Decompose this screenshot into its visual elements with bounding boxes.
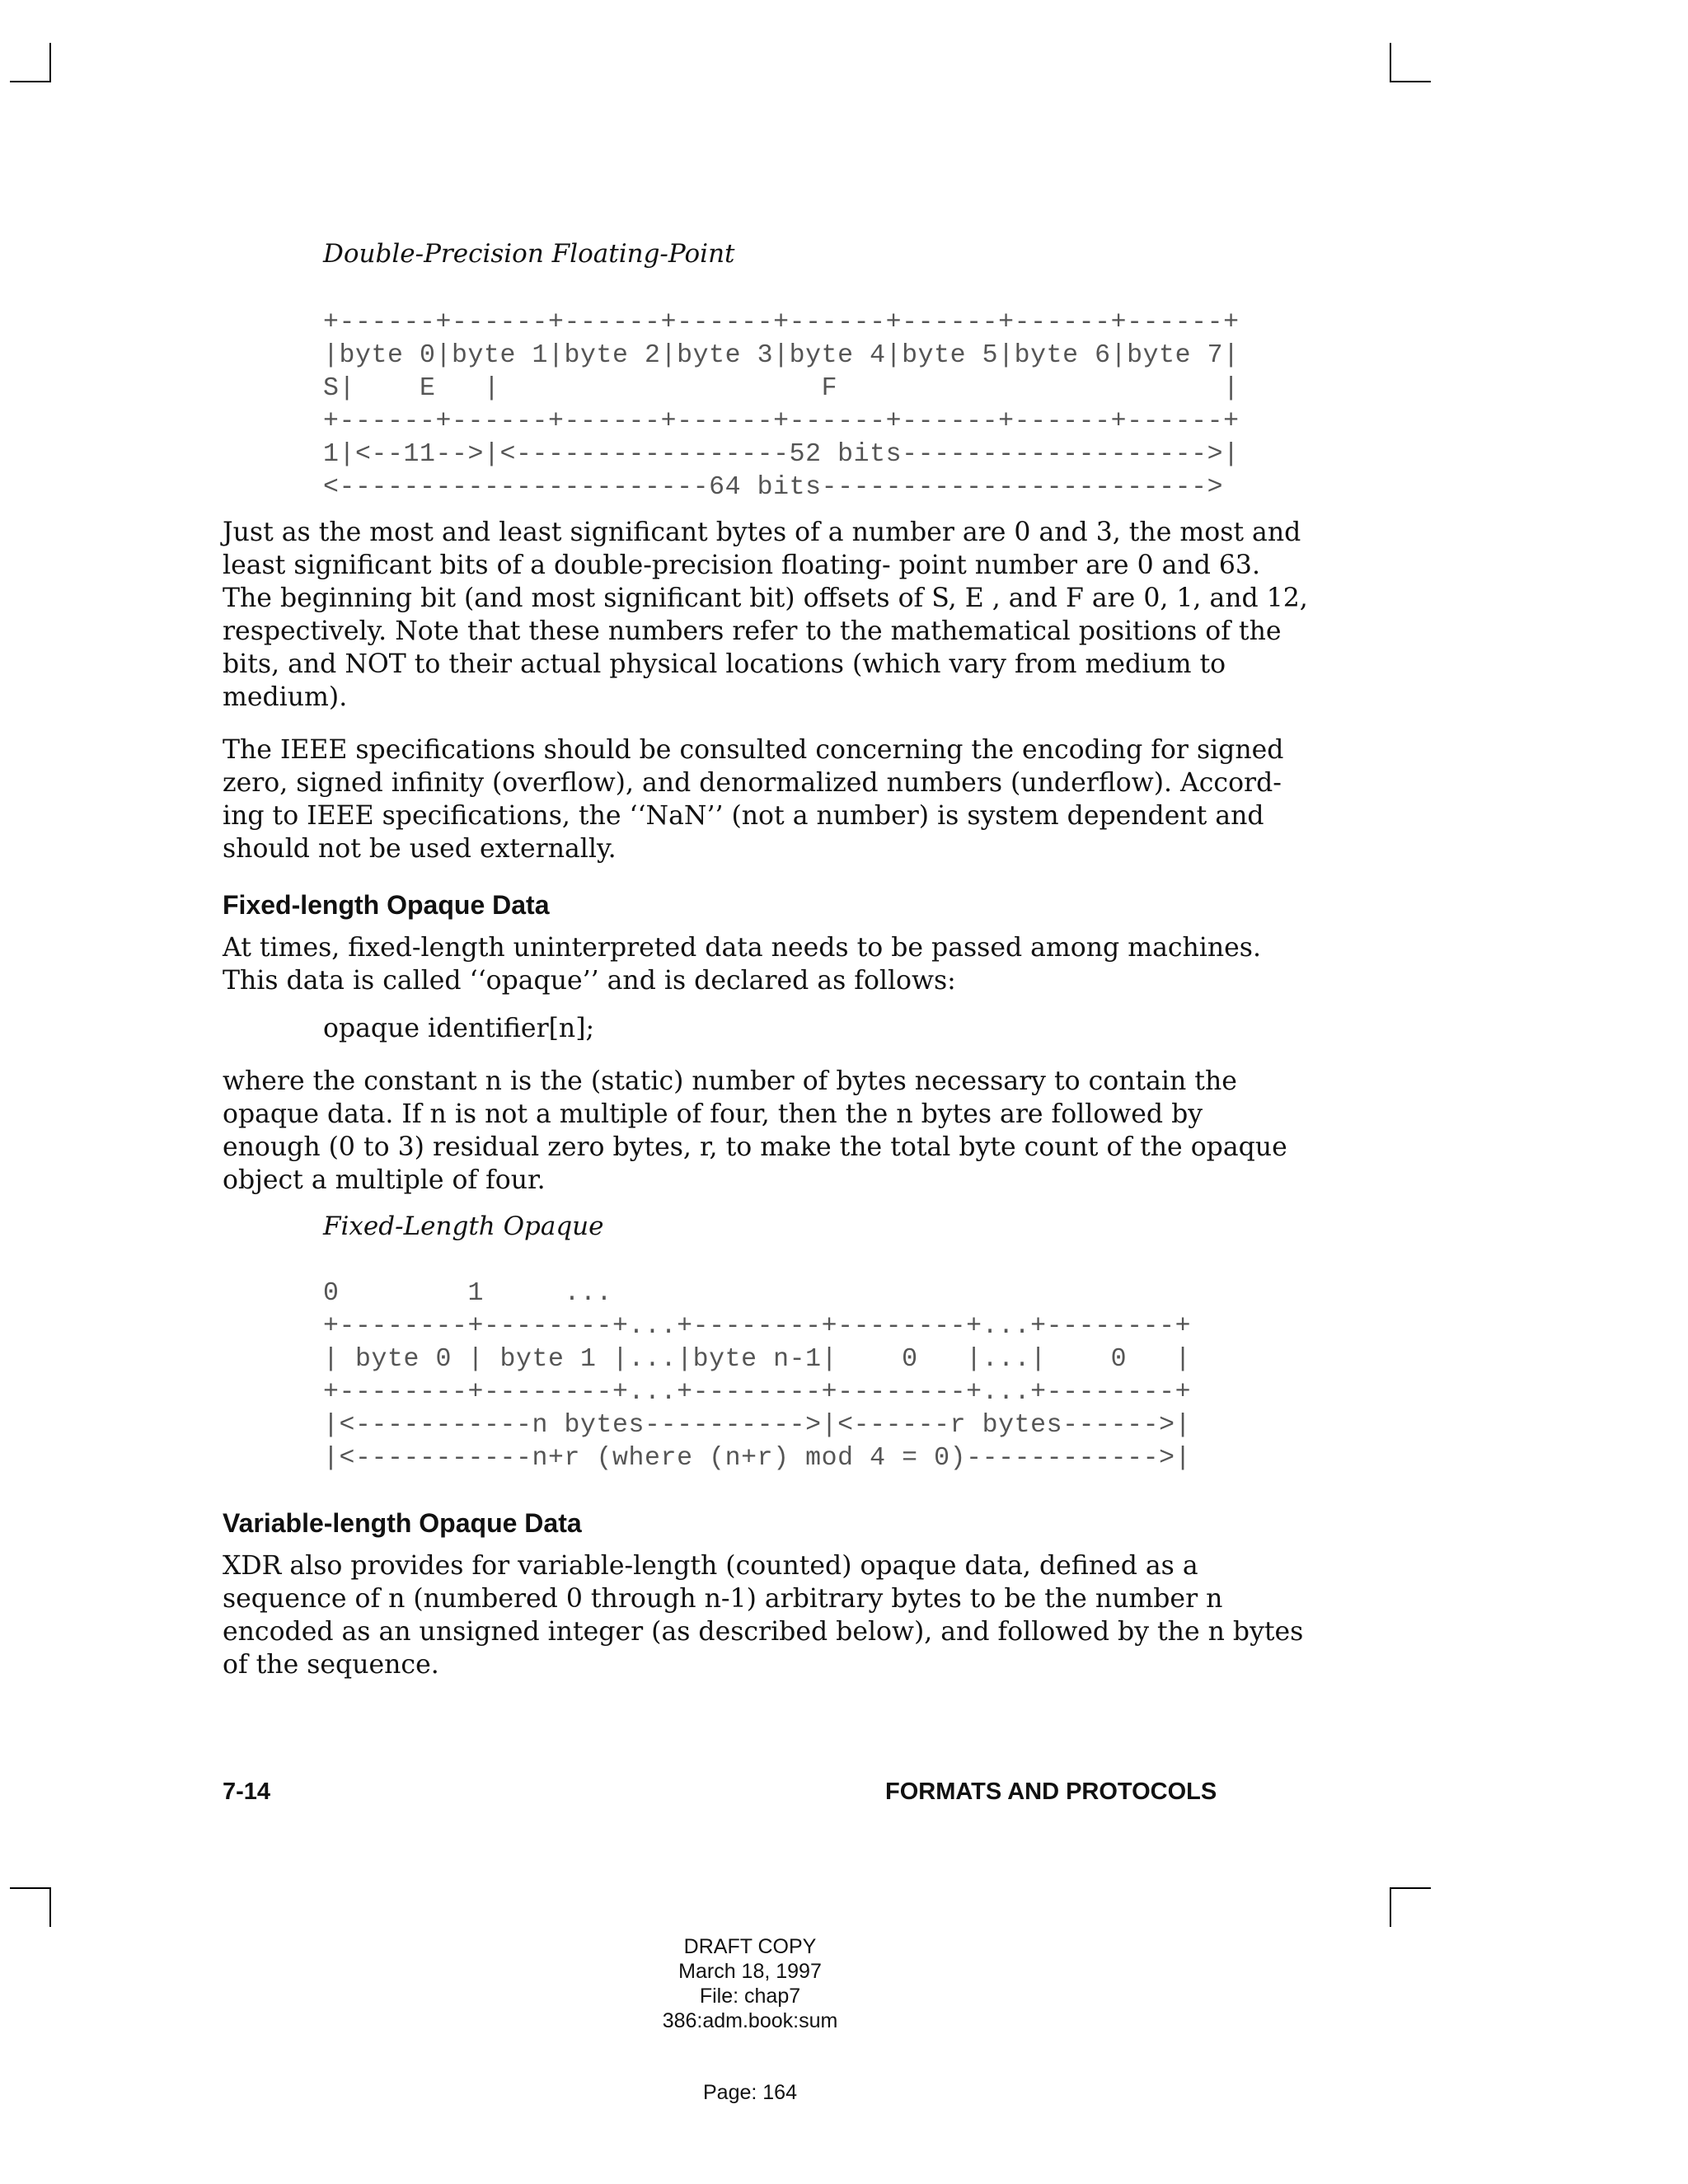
diagram-line: 0 1 ... bbox=[323, 1279, 613, 1308]
fixed-opaque-explanation bbox=[223, 1065, 1287, 1197]
paragraph-line: least significant bits of a double-precision floating- point number are 0 and 63. bbox=[223, 551, 1260, 580]
double-precision-diagram bbox=[323, 307, 1240, 504]
crop-mark-top-right-horizontal bbox=[1390, 81, 1431, 82]
paragraph-line: enough (0 to 3) residual zero bytes, r, to make the total byte count of the opaque bbox=[223, 1132, 1287, 1162]
draft-line: 386:adm.book:sum bbox=[662, 2009, 838, 2032]
diagram-line: |<-----------n bytes---------->|<------r bytes------>| bbox=[323, 1411, 1192, 1440]
double-precision-caption: Double-Precision Floating-Point bbox=[323, 239, 735, 269]
paragraph-line: The IEEE specifications should be consulted concerning the encoding for signed bbox=[223, 735, 1284, 765]
draft-line: DRAFT COPY bbox=[683, 1935, 817, 1958]
variable-opaque-heading: Variable-length Opaque Data bbox=[223, 1508, 582, 1538]
variable-opaque-text bbox=[223, 1549, 1304, 1681]
paragraph-line: bits, and NOT to their actual physical locations (which vary from medium to bbox=[223, 649, 1226, 679]
crop-mark-top-left-horizontal bbox=[10, 81, 51, 82]
crop-mark-bottom-left-horizontal bbox=[10, 1887, 51, 1889]
paragraph-line: object a multiple of four. bbox=[223, 1165, 546, 1195]
diagram-line: +------+------+------+------+------+------+------+------+ bbox=[323, 308, 1240, 337]
diagram-line: +--------+--------+...+--------+--------+...+--------+ bbox=[323, 1378, 1192, 1407]
paragraph-line: of the sequence. bbox=[223, 1650, 439, 1680]
paragraph-line: zero, signed infinity (overflow), and denormalized numbers (underflow). Accord- bbox=[223, 768, 1282, 798]
paragraph-line: encoded as an unsigned integer (as described below), and followed by the n bytes bbox=[223, 1617, 1304, 1647]
diagram-line: S| E | F | bbox=[323, 374, 1240, 403]
paragraph-line: medium). bbox=[223, 682, 348, 712]
crop-mark-bottom-right-horizontal bbox=[1390, 1887, 1431, 1889]
diagram-line: +--------+--------+...+--------+--------+...+--------+ bbox=[323, 1312, 1192, 1341]
opaque-declaration: opaque identifier[n]; bbox=[323, 1014, 595, 1043]
fixed-opaque-diagram bbox=[323, 1277, 1191, 1475]
paragraph-line: XDR also provides for variable-length (counted) opaque data, defined as a bbox=[223, 1551, 1198, 1581]
fixed-opaque-heading: Fixed-length Opaque Data bbox=[223, 890, 550, 920]
diagram-line: +------+------+------+------+------+------+------+------+ bbox=[323, 407, 1240, 436]
draft-line: March 18, 1997 bbox=[678, 1960, 822, 1983]
diagram-line: 1|<--11-->|<-----------------52 bits------------------->| bbox=[323, 440, 1240, 469]
paragraph-line: The beginning bit (and most significant bit) offsets of S, E , and F are 0, 1, and 12, bbox=[223, 583, 1308, 613]
paragraph-line: sequence of n (numbered 0 through n-1) arbitrary bytes to be the number n bbox=[223, 1584, 1223, 1614]
draft-line: File: chap7 bbox=[699, 1985, 801, 2008]
paragraph-line: This data is called ‘‘opaque’’ and is declared as follows: bbox=[223, 966, 956, 996]
paragraph-bit-offsets bbox=[223, 516, 1308, 714]
paragraph-line: At times, fixed-length uninterpreted data needs to be passed among machines. bbox=[223, 933, 1261, 963]
footer-page-ref: 7-14 bbox=[223, 1779, 271, 1805]
paragraph-line: opaque data. If n is not a multiple of four, then the n bytes are followed by bbox=[223, 1099, 1203, 1129]
draft-copy-block bbox=[626, 1934, 874, 2033]
crop-mark-top-right-vertical bbox=[1390, 43, 1391, 82]
fixed-opaque-caption: Fixed-Length Opaque bbox=[323, 1212, 604, 1241]
diagram-line: | byte 0 | byte 1 |...|byte n-1| 0 |...| 0 | bbox=[323, 1345, 1192, 1374]
crop-mark-bottom-right-vertical bbox=[1390, 1887, 1391, 1927]
diagram-line: <-----------------------64 bits------------------------> bbox=[323, 473, 1224, 502]
crop-mark-top-left-vertical bbox=[49, 43, 51, 82]
diagram-line: |byte 0|byte 1|byte 2|byte 3|byte 4|byte 5|byte 6|byte 7| bbox=[323, 341, 1240, 370]
paragraph-line: ing to IEEE specifications, the ‘‘NaN’’ (not a number) is system dependent and bbox=[223, 801, 1264, 831]
footer-book-title: FORMATS AND PROTOCOLS bbox=[885, 1779, 1217, 1805]
crop-mark-bottom-left-vertical bbox=[49, 1887, 51, 1927]
paragraph-line: where the constant n is the (static) number of bytes necessary to contain the bbox=[223, 1066, 1237, 1096]
fixed-opaque-intro bbox=[223, 931, 1261, 997]
paragraph-ieee bbox=[223, 733, 1284, 865]
page-number: Page: 164 bbox=[703, 2081, 797, 2104]
paragraph-line: Just as the most and least significant bytes of a number are 0 and 3, the most and bbox=[223, 518, 1301, 547]
diagram-line: |<-----------n+r (where (n+r) mod 4 = 0)------------>| bbox=[323, 1444, 1192, 1473]
paragraph-line: should not be used externally. bbox=[223, 834, 617, 864]
paragraph-line: respectively. Note that these numbers refer to the mathematical positions of the bbox=[223, 616, 1282, 646]
